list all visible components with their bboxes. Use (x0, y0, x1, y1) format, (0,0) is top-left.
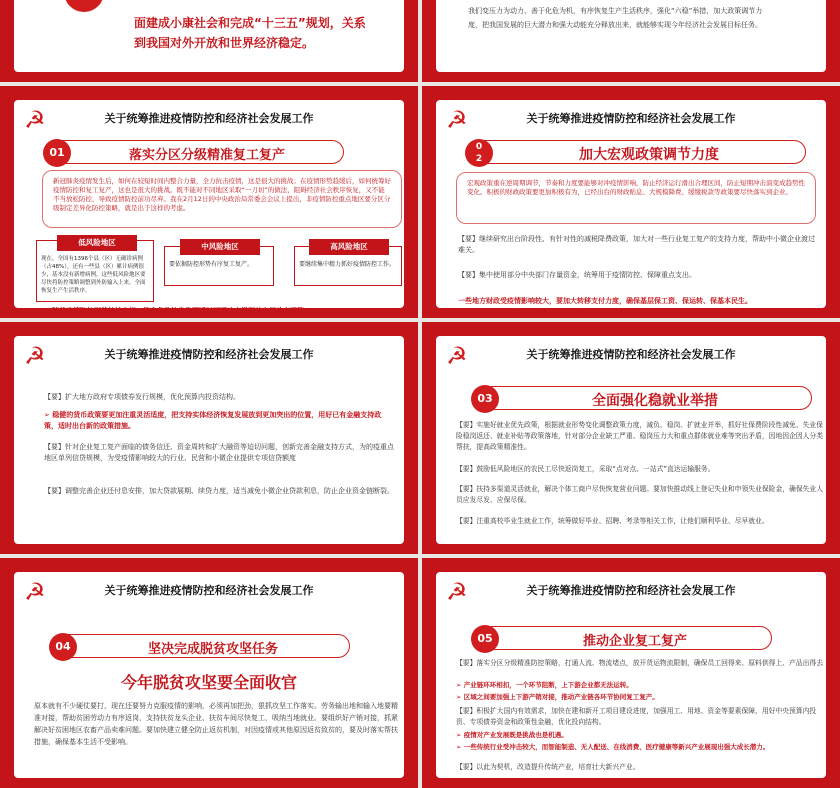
slide-06 (422, 558, 840, 788)
slide-04 (422, 322, 840, 554)
note-3: ➢ 疫情对产业发展既是挑战也是机遇。 (456, 731, 568, 739)
slide-header (436, 336, 826, 372)
note-1: ➢ 产业链环环相扣，一个环节阻断，上下游企业都无法运转。 (456, 681, 633, 689)
header-title: 关于统筹推进疫情防控和经济社会发展工作 (526, 348, 736, 361)
section-number: 01 (43, 139, 71, 167)
hammer-sickle-icon: ☭ (446, 342, 468, 370)
subtitle: 今年脱贫攻坚要全面收官 (120, 673, 297, 692)
low-risk-text: 现在，全国有1396个县（区）无确诊病例（占48%），还有一些县（区）累计病例很少，基本没有新增病例，这些低风险地区要尽快将防控策略调整到外防输入上来，全面恢复生产生活秩序。 (41, 256, 146, 294)
hammer-sickle-icon: ☭ (446, 578, 468, 606)
slide-card (14, 100, 404, 315)
low-risk-label: 低风险地区 (57, 235, 137, 251)
top-right-line-1: 我们变压力为动力、善于化危为机，有序恢复生产生活秩序，强化“六稳”举措，加大政策调节力 (468, 7, 763, 15)
slide-card (436, 100, 826, 308)
hammer-sickle-icon: ☭ (24, 106, 46, 134)
section-title: 坚决完成脱贫攻坚任务 (147, 642, 278, 657)
section-heading (472, 386, 812, 410)
slide-card (14, 336, 404, 544)
hammer-sickle-icon: ☭ (24, 578, 46, 606)
note-4: ➢ 一些传统行业受冲击较大，而智能制造、无人配送、在线消费、医疗健康等新兴产业展现出强大成长潜力。 (456, 743, 770, 751)
header-title: 关于统筹推进疫情防控和经济社会发展工作 (104, 112, 314, 125)
header-title: 关于统筹推进疫情防控和经济社会发展工作 (526, 112, 736, 125)
paragraph-1: 【要】实施好就业优先政策，根据就业形势变化调整政策力度，减负、稳岗、扩就业并举，抓好社保费阶段性减免、失业保险稳岗返还、就业补贴等政策落地，针对部分企业缺工严重、稳岗压力大和重点群体就业难等突出矛盾，因地因企因人分类帮扶，提高政策精准性。 (456, 421, 824, 451)
slide-top-right (422, 0, 840, 82)
footnote: 一些地方财政受疫情影响较大，要加大转移支付力度，确保基层保工资、保运转、保基本民生。 (458, 297, 752, 305)
intro-box: 新冠肺炎疫情发生后，如何在较短时间内整合力量，全力抗击疫情，这是很大的挑战；在疫情形势趋缓后，如何统筹好疫情防控和复工复产，这也是很大的挑战。既不能对不同地区采取“一刀切”的做法，阻碍经济社会秩序恢复，又不能不当放松防控，导致疫情防控前功尽弃。我在2月12日的中央政治局常委会会议上提出，非疫情防控重点地区要分区分级制定差异化防控策略，就是出于这样的考虑。 (42, 170, 402, 228)
section-number: 03 (471, 385, 499, 413)
slide-header (14, 336, 404, 372)
section-heading (50, 634, 350, 658)
slide-top-left (0, 0, 418, 82)
top-left-line-2: 到我国对外开放和世界经济稳定。 (134, 36, 315, 50)
paragraph-1: 【要】继续研究出台阶段性、有针对性的减税降费政策，加大对一些行业复工复产的支持力度，帮助中小微企业渡过难关。 (458, 235, 815, 254)
slide-05 (0, 558, 418, 788)
paragraph-3: 【要】调整完善企业还付息安排，加大贷款展期、续贷力度，适当减免小微企业贷款利息，防止企业资金链断裂。 (44, 487, 394, 495)
top-left-line-1: 面建成小康社会和完成“十三五”规划，关系 (134, 16, 366, 30)
section-heading (466, 140, 806, 164)
high-risk-box (294, 242, 402, 286)
section-title: 加大宏观政策调节力度 (579, 147, 719, 163)
slide-card (14, 572, 404, 778)
footnote: ◆ 随着疫情防控形势持续向好，符合条件的省份要适时下调响应级别并实行动态调整。 (44, 307, 311, 315)
slide-header (14, 572, 404, 608)
paragraph-2: 【要】积极扩大国内有效需求，加快在建和新开工项目建设进度，加强用工、用地、资金等要素保障，用好中央预算内投资、专项债券资金和政策性金融，优化投向结构。 (456, 707, 817, 726)
note-1: ➢ 稳健的货币政策要更加注重灵活适度，把支持实体经济恢复发展放到更加突出的位置，用好已有金融支持政策，适时出台新的政策措施。 (44, 411, 382, 430)
section-number: 0 2 (465, 139, 493, 167)
paragraph-3: 【要】扶持多渠道灵活就业，解决个体工商户尽快恢复营业问题。要加快推动线上登记失业和申领失业保险金，确保失业人员应发尽发、应保尽保。 (456, 485, 824, 504)
slide-card (436, 336, 826, 544)
slide-header (436, 100, 826, 136)
paragraph-1: 【要】落实分区分级精准防控策略，打通人流、物流堵点，放开货运物流限制，确保员工回得来、原料供得上、产品出得去 (456, 659, 824, 667)
slide-03 (0, 322, 418, 554)
section-heading (472, 626, 772, 650)
party-emblem-icon (64, 0, 104, 12)
high-risk-label: 高风险地区 (309, 239, 389, 255)
medium-risk-text: 要依据防控形势有序复工复产。 (169, 261, 254, 268)
top-right-line-2: 度，把我国发展的巨大潜力和强大动能充分释放出来，就能够实现今年经济社会发展目标任务。 (468, 21, 762, 29)
section-title: 全面强化稳就业举措 (592, 393, 718, 409)
hammer-sickle-icon: ☭ (446, 106, 468, 134)
body-text: 原本就有不少硬仗要打，现在还要努力克服疫情的影响，必须再加把劲，狠抓攻坚工作落实。劳务输出地和输入地要精准对接，帮助贫困劳动力有序返岗，支持扶贫龙头企业、扶贫车间尽快复工，吸纳当地就业。要组织好产销对接，抓紧解决好贫困地区农畜产品卖难问题。要加快建立健全防止返贫机制，对因疫情或其他原因返贫致贫的，要及时落实帮扶措施，确保基本生活不受影响。 (34, 702, 398, 746)
high-risk-text: 要继续集中精力抓好疫情防控工作。 (299, 261, 396, 268)
paragraph-4: 【要】注重高校毕业生就业工作，统筹做好毕业、招聘、考录等相关工作，让他们顺利毕业、尽早就业。 (456, 517, 769, 525)
section-title: 落实分区分级精准复工复产 (128, 148, 285, 163)
paragraph-1: 【要】扩大地方政府专项债券发行规模，优化预算内投资结构。 (44, 393, 240, 401)
low-risk-box (36, 240, 154, 302)
section-title: 推动企业复工复产 (582, 634, 687, 649)
hammer-sickle-icon: ☭ (24, 342, 46, 370)
slide-card (436, 572, 826, 778)
slide-header (14, 100, 404, 136)
slide-01 (0, 86, 418, 318)
paragraph-2: 【要】集中使用部分中央部门存量资金，统筹用于疫情防控、保障重点支出。 (458, 271, 696, 279)
paragraph-2: 【要】针对企业复工复产面临的债务信还、资金周转和扩大融资等迫切问题，创新完善金融支持方式，为的疫重点地区单列信贷规模，为受疫情影响较大的行业、民营和小微企业提供专项信贷额度 (44, 443, 394, 462)
header-title: 关于统筹推进疫情防控和经济社会发展工作 (526, 584, 736, 597)
slide-card (14, 0, 404, 72)
header-title: 关于统筹推进疫情防控和经济社会发展工作 (104, 584, 314, 597)
section-number: 05 (471, 625, 499, 653)
medium-risk-label: 中风险地区 (180, 239, 260, 255)
medium-risk-box (164, 242, 274, 286)
slide-02 (422, 86, 840, 318)
section-number: 04 (49, 633, 77, 661)
slide-card (436, 0, 826, 72)
slide-header (436, 572, 826, 608)
intro-box: 宏观政策重在逆周期调节，节奏和力度要能够对冲疫情影响，防止经济运行滑出合理区间，防止短期冲击演变成趋势性变化。积极的财政政策要更加积极有为，已经出台的财政贴息、大规模降费、缓缴税款等政策要尽快落实到企业。 (456, 172, 816, 224)
header-title: 关于统筹推进疫情防控和经济社会发展工作 (104, 348, 314, 361)
paragraph-3: 【要】以此为契机，改造提升传统产业，培育壮大新兴产业。 (456, 763, 640, 771)
paragraph-2: 【要】鼓励低风险地区的农民工尽快返岗复工，采取“点对点、一站式”直达运输服务。 (456, 465, 715, 473)
note-2: ➢ 区域之间要加强上下游产销对接，推动产业链各环节协同复工复产。 (456, 693, 659, 701)
section-heading (44, 140, 344, 164)
